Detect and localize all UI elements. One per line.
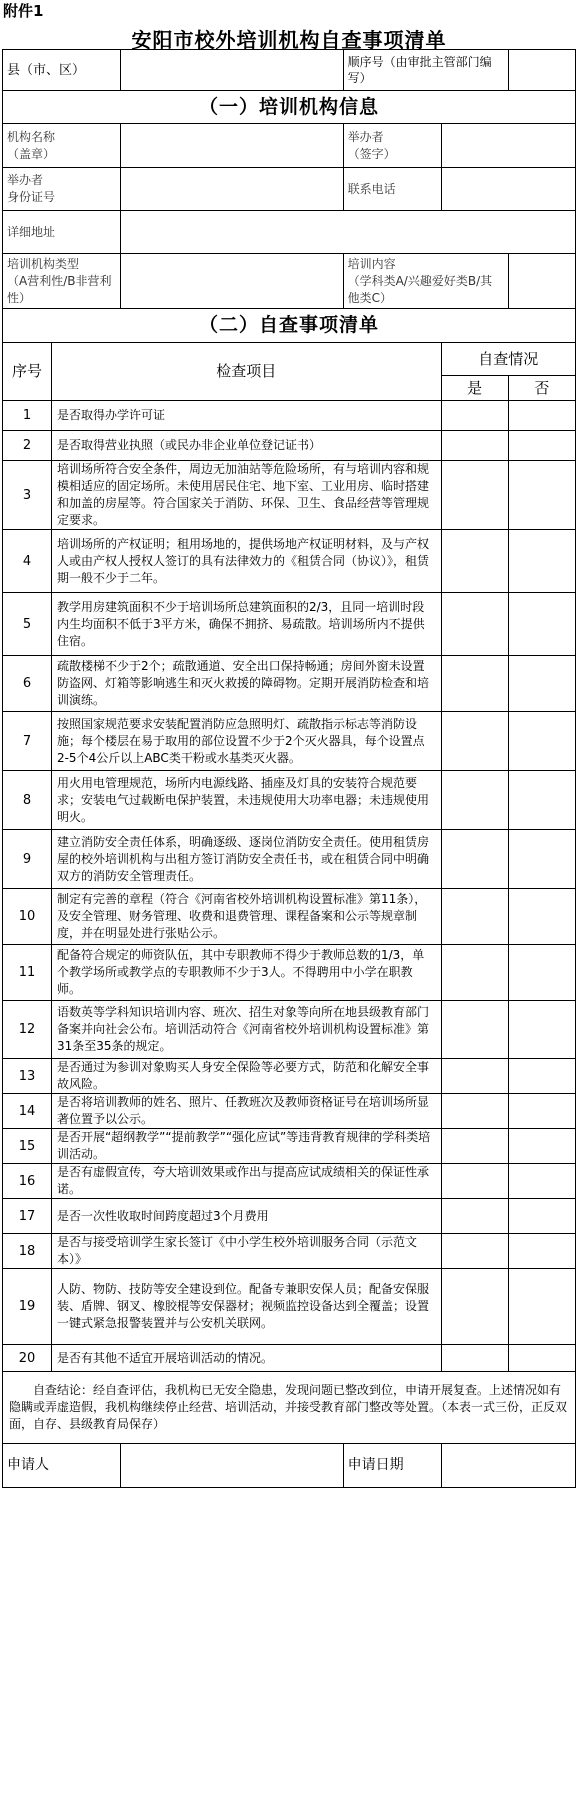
check-item-row [3, 771, 576, 830]
check-item-no: 3 [3, 461, 52, 530]
applicant-label: 申请人 [3, 1444, 121, 1488]
check-item-no-cell[interactable] [508, 401, 575, 431]
check-item-no: 11 [3, 945, 52, 1001]
check-item-no-cell[interactable] [508, 1164, 575, 1199]
check-item-yes-cell[interactable] [441, 656, 508, 712]
check-item-text: 是否取得营业执照（或民办非企业单位登记证书） [51, 431, 441, 461]
check-item-yes-cell[interactable] [441, 530, 508, 593]
check-item-row [3, 656, 576, 712]
check-item-yes-cell[interactable] [441, 712, 508, 771]
check-item-no: 1 [3, 401, 52, 431]
county-label: 县（市、区） [3, 50, 121, 91]
check-item-text: 人防、物防、技防等安全建设到位。配备专兼职安保人员；配备安保服装、盾牌、钢叉、橡胶棍等安保器材；视频监控设备达到全覆盖；设置一键式紧急报警装置并与公安机关联网。 [51, 1269, 441, 1345]
check-item-no: 4 [3, 530, 52, 593]
check-item-yes-cell[interactable] [441, 1199, 508, 1234]
check-item-text: 配备符合规定的师资队伍，其中专职教师不得少于教师总数的1/3，单个教学场所或教学点的专职教师不少于3人。不得聘用中小学在职教师。 [51, 945, 441, 1001]
check-item-no: 10 [3, 889, 52, 945]
address-field[interactable] [121, 211, 576, 254]
check-item-no: 18 [3, 1234, 52, 1269]
check-item-yes-cell[interactable] [441, 1269, 508, 1345]
check-item-yes-cell[interactable] [441, 593, 508, 656]
check-item-no-cell[interactable] [508, 530, 575, 593]
check-item-no-cell[interactable] [508, 1199, 575, 1234]
check-item-row [3, 1129, 576, 1164]
check-item-no: 14 [3, 1094, 52, 1129]
check-item-text: 制定有完善的章程（符合《河南省校外培训机构设置标准》第11条），及安全管理、财务管理、收费和退费管理、课程备案和公示等规章制度，并在明显处进行张贴公示。 [51, 889, 441, 945]
col-yes-header: 是 [441, 376, 508, 401]
check-item-no-cell[interactable] [508, 656, 575, 712]
check-item-no: 12 [3, 1001, 52, 1059]
content-label: 培训内容 （学科类A/兴趣爱好类B/其他类C） [343, 254, 508, 309]
check-item-no-cell[interactable] [508, 945, 575, 1001]
check-item-yes-cell[interactable] [441, 945, 508, 1001]
check-item-no: 17 [3, 1199, 52, 1234]
check-item-text: 是否有其他不适宜开展培训活动的情况。 [51, 1345, 441, 1372]
organizer-field[interactable] [441, 124, 575, 168]
check-item-no: 5 [3, 593, 52, 656]
address-label: 详细地址 [3, 211, 121, 254]
check-item-no-cell[interactable] [508, 1094, 575, 1129]
check-item-no: 6 [3, 656, 52, 712]
check-item-no: 15 [3, 1129, 52, 1164]
col-no-option-header: 否 [508, 376, 575, 401]
check-item-yes-cell[interactable] [441, 1094, 508, 1129]
check-item-text: 是否与接受培训学生家长签订《中小学生校外培训服务合同（示范文本）》 [51, 1234, 441, 1269]
check-item-row [3, 1269, 576, 1345]
check-item-text: 是否一次性收取时间跨度超过3个月费用 [51, 1199, 441, 1234]
check-item-no: 8 [3, 771, 52, 830]
org-type-field[interactable] [121, 254, 343, 309]
check-item-text: 用火用电管理规范，场所内电源线路、插座及灯具的安装符合规范要求；安装电气过载断电保护装置，未违规使用大功率电器；未违规使用明火。 [51, 771, 441, 830]
check-item-row [3, 1001, 576, 1059]
col-no-header: 序号 [3, 343, 52, 401]
section-info-header: （一）培训机构信息 [3, 91, 576, 124]
check-item-no-cell[interactable] [508, 461, 575, 530]
check-item-text: 是否有虚假宣传，夸大培训效果或作出与提高应试成绩相关的保证性承诺。 [51, 1164, 441, 1199]
check-item-text: 建立消防安全责任体系，明确逐级、逐岗位消防安全责任。使用租赁房屋的校外培训机构与出租方签订消防安全责任书，或在租赁合同中明确双方的消防安全管理责任。 [51, 830, 441, 889]
applicant-field[interactable] [121, 1444, 343, 1488]
page-title: 安阳市校外培训机构自查事项清单 [131, 28, 447, 52]
check-item-text: 是否取得办学许可证 [51, 401, 441, 431]
check-item-text: 培训场所的产权证明；租用场地的，提供场地产权证明材料，及与产权人或由产权人授权人签订的具有法律效力的《租赁合同（协议）》，租赁期一般不少于二年。 [51, 530, 441, 593]
check-item-yes-cell[interactable] [441, 1129, 508, 1164]
check-item-yes-cell[interactable] [441, 1164, 508, 1199]
check-item-no: 9 [3, 830, 52, 889]
self-check-form [2, 49, 576, 1488]
check-item-no-cell[interactable] [508, 771, 575, 830]
org-type-label: 培训机构类型 （A营利性/B非营利性） [3, 254, 121, 309]
check-item-text: 是否通过为参训对象购买人身安全保险等必要方式，防范和化解安全事故风险。 [51, 1059, 441, 1094]
check-item-yes-cell[interactable] [441, 461, 508, 530]
check-item-row [3, 431, 576, 461]
check-item-no-cell[interactable] [508, 1001, 575, 1059]
col-status-header: 自查情况 [441, 343, 575, 376]
check-item-yes-cell[interactable] [441, 1001, 508, 1059]
check-item-no-cell[interactable] [508, 1129, 575, 1164]
county-field[interactable] [121, 50, 343, 91]
section-checklist-header: （二）自查事项清单 [3, 309, 576, 343]
phone-field[interactable] [441, 168, 575, 211]
check-item-row [3, 1234, 576, 1269]
check-item-no: 13 [3, 1059, 52, 1094]
check-item-no: 2 [3, 431, 52, 461]
check-item-text: 教学用房建筑面积不少于培训场所总建筑面积的2/3，且同一培训时段内生均面积不低于3平方米，确保不拥挤、易疏散。培训场所内不提供住宿。 [51, 593, 441, 656]
check-item-no: 20 [3, 1345, 52, 1372]
seq-label: 顺序号（由审批主管部门编写） [343, 50, 508, 91]
check-item-no-cell[interactable] [508, 1269, 575, 1345]
check-item-text: 是否开展“超纲教学”“提前教学”“强化应试”等违背教育规律的学科类培训活动。 [51, 1129, 441, 1164]
check-item-row [3, 889, 576, 945]
org-name-label: 机构名称 （盖章） [3, 124, 121, 168]
apply-date-label: 申请日期 [343, 1444, 441, 1488]
organizer-id-field[interactable] [121, 168, 343, 211]
check-item-row [3, 1199, 576, 1234]
check-item-yes-cell[interactable] [441, 771, 508, 830]
check-item-no: 16 [3, 1164, 52, 1199]
check-item-no-cell[interactable] [508, 889, 575, 945]
phone-label: 联系电话 [343, 168, 441, 211]
check-item-row [3, 530, 576, 593]
check-item-row [3, 1094, 576, 1129]
check-item-text: 是否将培训教师的姓名、照片、任教班次及教师资格证号在培训场所显著位置予以公示。 [51, 1094, 441, 1129]
check-item-text: 培训场所符合安全条件，周边无加油站等危险场所，有与培训内容和规模相适应的固定场所。未使用居民住宅、地下室、工业用房、临时搭建和加盖的房屋等。符合国家关于消防、环保、卫生、食品经营等管理规定要求。 [51, 461, 441, 530]
content-field[interactable] [508, 254, 575, 309]
check-item-yes-cell[interactable] [441, 889, 508, 945]
col-item-header: 检查项目 [51, 343, 441, 401]
check-item-row [3, 593, 576, 656]
organizer-label: 举办者 （签字） [343, 124, 441, 168]
check-item-no-cell[interactable] [508, 431, 575, 461]
check-item-row [3, 945, 576, 1001]
check-item-no-cell[interactable] [508, 1345, 575, 1372]
check-item-no: 19 [3, 1269, 52, 1345]
annex-label: 附件1 [3, 2, 44, 20]
org-name-field[interactable] [121, 124, 343, 168]
check-item-no-cell[interactable] [508, 830, 575, 889]
check-item-no-cell[interactable] [508, 712, 575, 771]
check-item-row [3, 830, 576, 889]
check-item-text: 疏散楼梯不少于2个；疏散通道、安全出口保持畅通；房间外窗未设置防盗网、灯箱等影响逃生和灭火救援的障碍物。定期开展消防检查和培训演练。 [51, 656, 441, 712]
check-item-row [3, 1164, 576, 1199]
organizer-id-label: 举办者 身份证号 [3, 168, 121, 211]
apply-date-field[interactable] [441, 1444, 575, 1488]
check-item-yes-cell[interactable] [441, 431, 508, 461]
check-item-yes-cell[interactable] [441, 1345, 508, 1372]
check-item-no-cell[interactable] [508, 1059, 575, 1094]
check-item-no: 7 [3, 712, 52, 771]
check-item-row [3, 461, 576, 530]
check-item-no-cell[interactable] [508, 593, 575, 656]
conclusion-text: 自查结论：经自查评估，我机构已无安全隐患，发现问题已整改到位，申请开展复查。上述情况如有隐瞒或弄虚造假，我机构继续停止经营、培训活动，并接受教育部门整改等处置。（本表一式三份，正反双面，自存、县级教育局保存） [3, 1372, 576, 1444]
check-item-yes-cell[interactable] [441, 830, 508, 889]
check-item-row [3, 1345, 576, 1372]
check-item-no-cell[interactable] [508, 1234, 575, 1269]
check-item-row [3, 1059, 576, 1094]
check-item-yes-cell[interactable] [441, 401, 508, 431]
check-item-text: 按照国家规范要求安装配置消防应急照明灯、疏散指示标志等消防设施；每个楼层在易于取用的部位设置不少于2个灭火器具，每个设置点2-5个4公斤以上ABC类干粉或水基类灭火器。 [51, 712, 441, 771]
check-item-text: 语数英等学科知识培训内容、班次、招生对象等向所在地县级教育部门备案并向社会公布。培训活动符合《河南省校外培训机构设置标准》第31条至35条的规定。 [51, 1001, 441, 1059]
seq-field[interactable] [508, 50, 575, 91]
check-item-yes-cell[interactable] [441, 1059, 508, 1094]
check-item-yes-cell[interactable] [441, 1234, 508, 1269]
check-item-row [3, 712, 576, 771]
check-item-row [3, 401, 576, 431]
